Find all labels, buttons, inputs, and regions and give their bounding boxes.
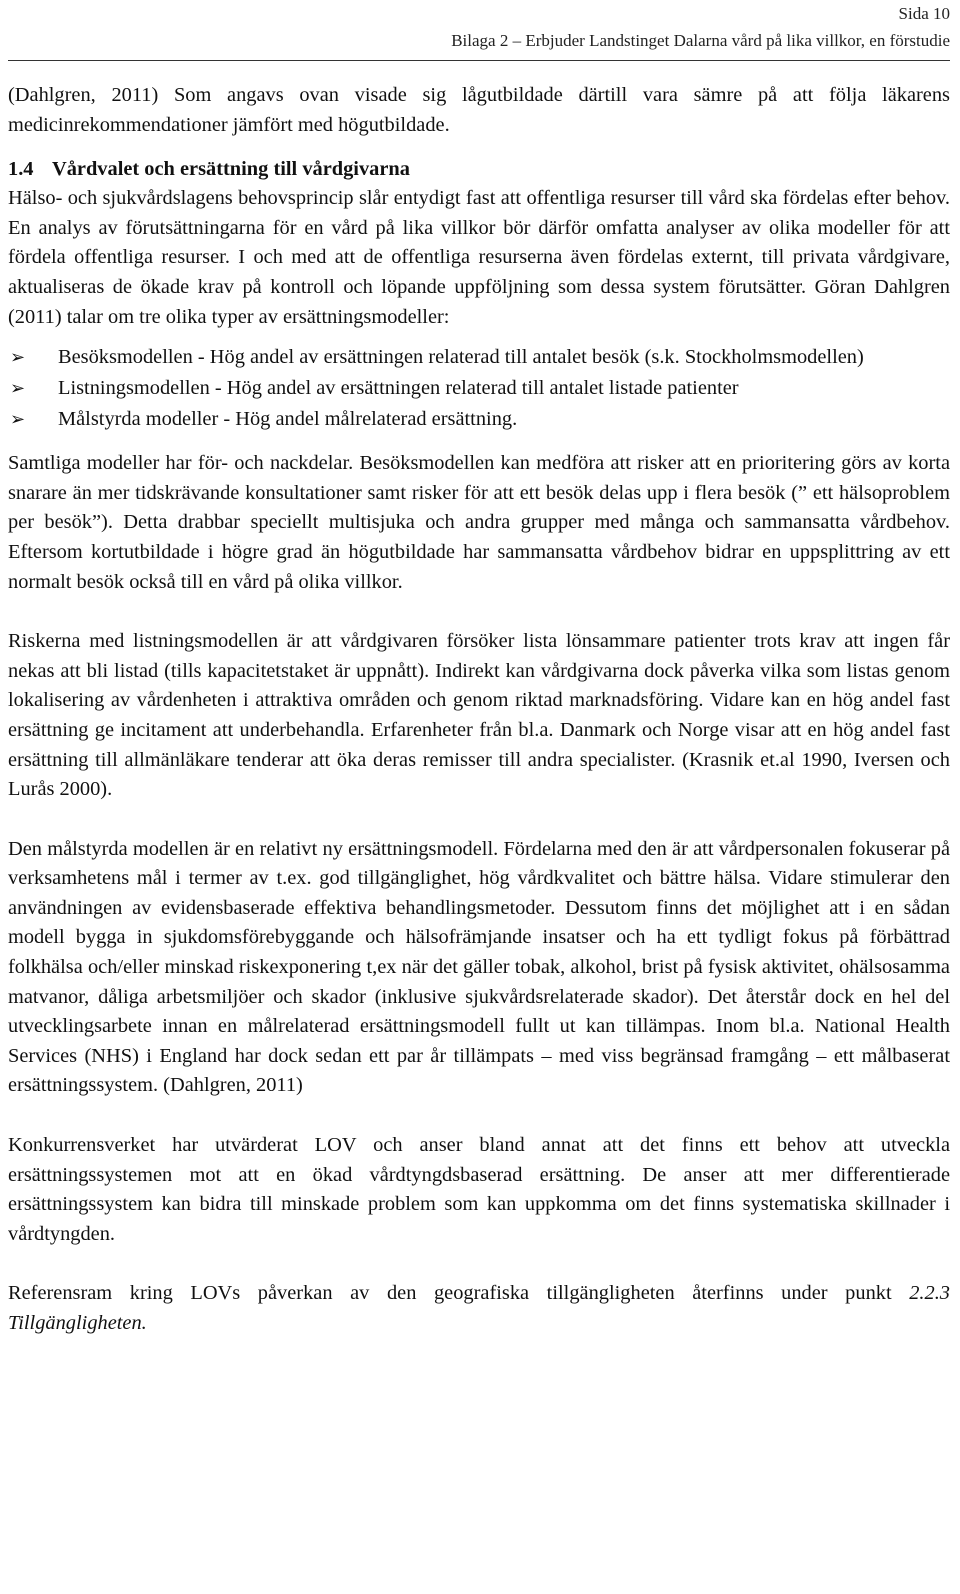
list-item (8, 342, 950, 373)
list-item (8, 373, 950, 404)
arrow-bullet-icon: ➢ (10, 409, 26, 430)
intro-paragraph: (Dahlgren, 2011) Som angavs ovan visade sig lågutbildade därtill vara sämre på att följa läkarens medicinrekommendationer jämfört med högutbildade. (8, 84, 950, 136)
section-title: Vårdvalet och ersättning till vårdgivarna (52, 158, 410, 181)
arrow-bullet-icon: ➢ (10, 378, 26, 399)
paragraph-konkurrensverket: Konkurrensverket har utvärderat LOV och anser bland annat att det finns ett behov att utveckla ersättningssystemen mot att en ökad vårdtyngdsbaserad ersättning. De anser att mer differentierade ersättningssystem kan bidra till minskade problem som kan uppkomma om det finns systematiska skillnader i vårdtyngden. (8, 1134, 950, 1245)
document-body (8, 81, 950, 1339)
section-number: 1.4 (8, 158, 34, 181)
header-rule (8, 60, 950, 61)
section-reference-link: 2.2.3 Tillgängligheten. (8, 1282, 950, 1334)
list-item-text: Målstyrda modeller - Hög andel målrelaterad ersättning. (58, 408, 518, 431)
header-subtitle: Bilaga 2 – Erbjuder Landstinget Dalarna vård på lika villkor, en förstudie (451, 31, 950, 50)
paragraph-behovsprincip: Hälso- och sjukvårdslagens behovsprincip slår entydigt fast att offentliga resurser till vård ska fördelas efter behov. En analys av förutsättningarna för en vård på lika villkor bör därför omfatta analyser av olika modeller för att fördela offentliga resurser. I och med att de offentliga resurserna även fördelas externt, till privata vårdgivare, aktualiseras de ökade krav på kontroll och löpande uppföljning som dessa system förutsätter. Göran Dahlgren (2011) talar om tre olika typer av ersättningsmodeller: (8, 187, 950, 328)
referensram-text: Referensram kring LOVs påverkan av den geografiska tillgängligheten återfinns under punkt (8, 1282, 910, 1305)
list-item (8, 404, 950, 435)
paragraph-besoksmodellen: Samtliga modeller har för- och nackdelar. Besöksmodellen kan medföra att risker att en prioritering görs av korta snarare än mer tidskrävande konsultationer samt risker för att ett besök delas upp i flera besök (” ett hälsoproblem per besök”). Detta drabbar speciellt multisjuka och andra grupper med många och sammansatta vårdbehov. Eftersom kortutbildade i högre grad än högutbildade har sammansatta vårdbehov bidrar en uppsplittring av ett normalt besök också till en vård på olika villkor. (8, 452, 950, 593)
list-item-text: Besöksmodellen - Hög andel av ersättningen relaterad till antalet besök (s.k. Stockholmsmodellen) (58, 346, 864, 369)
arrow-bullet-icon: ➢ (10, 347, 26, 368)
page-header (8, 0, 950, 54)
list-item-text: Listningsmodellen - Hög andel av ersättningen relaterad till antalet listade patienter (58, 377, 739, 400)
section-heading (8, 154, 950, 184)
model-list (8, 342, 950, 435)
paragraph-listningsmodellen: Riskerna med listningsmodellen är att vårdgivaren försöker lista lönsammare patienter trots krav att ingen får nekas att bli listad (tills kapacitetstaket är uppnått). Indirekt kan vårdgivarna dock påverka vilka som listas genom lokalisering av vårdenheten i attraktiva områden och genom riktad marknadsföring. Vidare kan en hög andel fast ersättning ge incitament att underbehandla. Erfarenheter från bl.a. Danmark och Norge visar att en hög andel fast ersättning till allmänläkare tenderar att öka deras remisser till andra specialister. (Krasnik et.al 1990, Iversen och Lurås 2000). (8, 630, 950, 801)
paragraph-malstyrda: Den målstyrda modellen är en relativt ny ersättningsmodell. Fördelarna med den är att vårdpersonalen fokuserar på verksamhetens mål i termer av t.ex. god tillgänglighet, hög vårdkvalitet och bättre hälsa. Vidare stimulerar den användningen av evidensbaserade effektiva behandlingsmetoder. Dessutom finns det möjlighet att i en sådan modell bygga in sjukdomsförebyggande och hälsofrämjande insatser och ha ett tydligt fokus på förbättrad folkhälsa och/eller minskad riskexponering t,ex när det gäller tobak, alkohol, brist på fysisk aktivitet, ohälsosamma matvanor, dåliga arbetsmiljöer och skador (inklusive sjukvårdsrelaterade skador). Det återstår dock en hel del utvecklingsarbete innan en målrelaterad ersättningsmodell fullt ut kan tillämpas. Inom bl.a. National Health Services (NHS) i England har dock sedan ett par år tillämpats – med viss begränsad framgång – ett målbaserat ersättningssystem. (Dahlgren, 2011) (8, 837, 950, 1097)
paragraph-referensram (8, 1279, 950, 1338)
page-number: Sida 10 (898, 4, 950, 23)
